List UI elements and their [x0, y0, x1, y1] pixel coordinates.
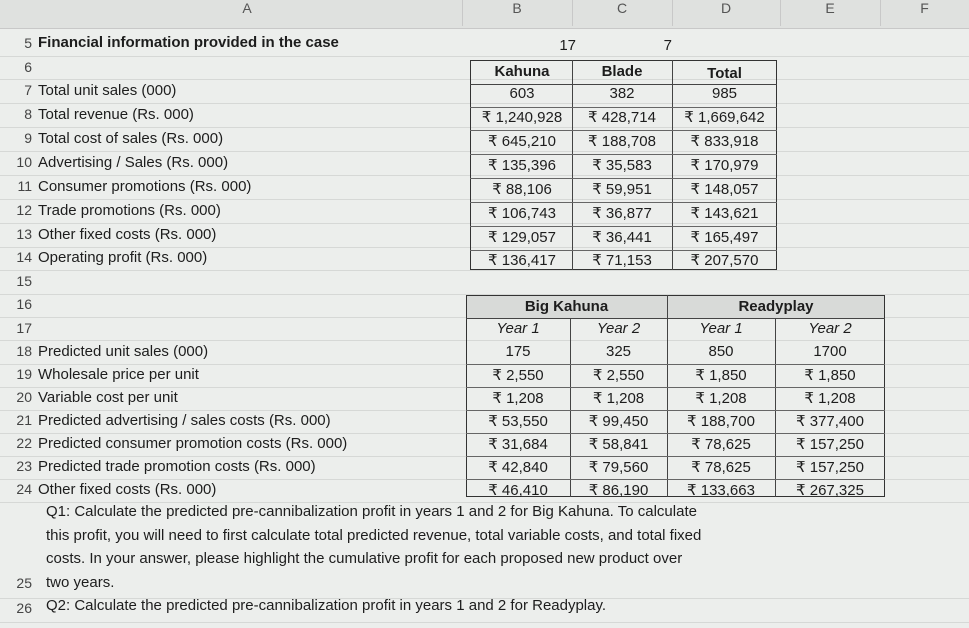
row-label[interactable]: Operating profit (Rs. 000)	[38, 249, 208, 266]
header-blade[interactable]: Blade	[601, 63, 643, 80]
row-label[interactable]: Predicted unit sales (000)	[38, 343, 209, 360]
row-label[interactable]: Predicted consumer promotion costs (Rs. 000)	[38, 435, 348, 452]
table-cell[interactable]: ₹ 59,951	[592, 181, 652, 198]
row-number[interactable]: 25	[16, 575, 32, 591]
table-cell[interactable]: ₹ 1,850	[804, 367, 856, 384]
question-1-line: two years.	[46, 573, 115, 591]
row-number[interactable]: 11	[17, 178, 32, 194]
table-cell[interactable]: ₹ 170,979	[690, 157, 759, 174]
table-cell[interactable]: ₹ 79,560	[588, 459, 649, 476]
table-cell[interactable]: 382	[609, 85, 635, 102]
header-kahuna[interactable]: Kahuna	[494, 63, 550, 80]
table-cell[interactable]: ₹ 88,106	[492, 181, 552, 198]
row-number[interactable]: 20	[16, 389, 32, 405]
table-divider	[466, 364, 885, 365]
table-cell[interactable]: ₹ 31,684	[488, 436, 548, 453]
column-header-f[interactable]: F	[920, 0, 929, 16]
row-number[interactable]: 18	[16, 343, 32, 359]
table-cell[interactable]: ₹ 207,570	[690, 252, 759, 269]
table-cell[interactable]: ₹ 99,450	[588, 413, 649, 430]
table-cell[interactable]: 1700	[813, 343, 847, 360]
row-label[interactable]: Total revenue (Rs. 000)	[38, 106, 194, 123]
subheader-year[interactable]: Year 1	[699, 320, 743, 337]
table-divider	[470, 202, 777, 203]
table-divider	[466, 456, 885, 457]
row-number[interactable]: 24	[16, 481, 32, 497]
row-number[interactable]: 26	[16, 600, 32, 616]
row-number[interactable]: 12	[16, 202, 32, 218]
question-1[interactable]	[46, 500, 806, 594]
row-number[interactable]: 16	[16, 296, 32, 312]
row-number[interactable]: 6	[24, 59, 32, 75]
row-number[interactable]: 19	[16, 366, 32, 382]
header-total[interactable]: Total	[707, 65, 742, 82]
row-number[interactable]: 15	[16, 273, 32, 289]
question-2[interactable]: Q2: Calculate the predicted pre-cannibalization profit in years 1 and 2 for Readyplay.	[46, 597, 607, 614]
table-cell[interactable]: ₹ 53,550	[488, 413, 548, 430]
table-cell[interactable]: ₹ 1,208	[592, 390, 645, 407]
table-cell[interactable]: ₹ 1,208	[695, 390, 747, 407]
column-header-a[interactable]: A	[32, 0, 463, 26]
select-all-corner[interactable]	[0, 26, 32, 32]
table-cell[interactable]: ₹ 833,918	[690, 133, 759, 150]
row-separator	[0, 270, 969, 271]
table-cell[interactable]: ₹ 129,057	[488, 229, 556, 246]
table-divider	[466, 410, 885, 411]
table-cell[interactable]: ₹ 1,208	[492, 390, 544, 407]
table-divider	[466, 479, 885, 480]
table-cell[interactable]: 325	[605, 343, 632, 360]
table-cell[interactable]: ₹ 1,669,642	[684, 109, 765, 126]
table-cell[interactable]: ₹ 42,840	[488, 459, 548, 476]
table-cell[interactable]: ₹ 143,621	[690, 205, 759, 222]
table-divider	[466, 387, 885, 388]
table-cell[interactable]: ₹ 188,708	[588, 133, 656, 150]
table-cell[interactable]: ₹ 157,250	[796, 459, 864, 476]
table-cell[interactable]: ₹ 1,240,928	[481, 109, 563, 126]
question-1-line: this profit, you will need to first calculate total predicted revenue, total variable costs, and total fixed	[46, 526, 702, 544]
table-divider	[466, 433, 885, 434]
table-divider	[466, 318, 885, 319]
subheader-year[interactable]: Year 1	[496, 320, 540, 337]
table-cell[interactable]: ₹ 135,396	[488, 157, 556, 174]
section1-title[interactable]: Financial information provided in the case	[38, 34, 339, 51]
row-number[interactable]: 9	[24, 130, 32, 146]
header-readyplay[interactable]: Readyplay	[738, 298, 814, 315]
row-label[interactable]: Other fixed costs (Rs. 000)	[38, 226, 217, 243]
table-cell[interactable]: ₹ 267,325	[796, 482, 864, 499]
row-number[interactable]: 21	[16, 412, 32, 428]
row-label[interactable]: Total unit sales (000)	[38, 82, 177, 99]
column-header-e[interactable]: E	[780, 0, 881, 26]
row-label[interactable]: Total cost of sales (Rs. 000)	[38, 130, 224, 147]
row-label[interactable]: Trade promotions (Rs. 000)	[38, 202, 221, 219]
column-header-c[interactable]: C	[572, 0, 673, 26]
kahuna-number[interactable]: 17	[559, 37, 576, 54]
row-label[interactable]: Predicted advertising / sales costs (Rs. 000)	[38, 412, 331, 429]
table-cell[interactable]: ₹ 133,663	[687, 482, 755, 499]
table-cell[interactable]: ₹ 1,850	[695, 367, 747, 384]
row-number[interactable]: 17	[16, 320, 32, 336]
row-number[interactable]: 22	[16, 435, 32, 451]
table-cell[interactable]: ₹ 377,400	[796, 413, 864, 430]
table-cell[interactable]: ₹ 645,210	[488, 133, 556, 150]
table-cell[interactable]: ₹ 71,153	[592, 252, 652, 269]
table-cell[interactable]: ₹ 36,877	[592, 205, 652, 222]
table-cell[interactable]: ₹ 2,550	[592, 367, 645, 384]
row-number[interactable]: 7	[24, 82, 32, 98]
column-header-bar	[0, 0, 969, 29]
row-label[interactable]: Consumer promotions (Rs. 000)	[38, 178, 252, 195]
table-cell[interactable]: ₹ 136,417	[488, 252, 556, 269]
table-cell[interactable]: ₹ 148,057	[690, 181, 759, 198]
table-cell[interactable]: ₹ 78,625	[691, 459, 751, 476]
table-cell[interactable]: 603	[509, 85, 535, 102]
blade-number[interactable]: 7	[663, 37, 672, 54]
table-cell[interactable]: ₹ 2,550	[492, 367, 544, 384]
row-number[interactable]: 8	[24, 106, 32, 122]
header-big-kahuna[interactable]: Big Kahuna	[524, 298, 609, 315]
table-cell[interactable]: ₹ 35,583	[592, 157, 652, 174]
table-cell[interactable]: ₹ 106,743	[488, 205, 556, 222]
table-cell[interactable]: ₹ 1,208	[804, 390, 856, 407]
row-label[interactable]: Predicted trade promotion costs (Rs. 000)	[38, 458, 316, 475]
question-1-line: costs. In your answer, please highlight the cumulative profit for each proposed new product over	[46, 550, 683, 567]
subheader-year[interactable]: Year 2	[808, 320, 852, 337]
table-cell[interactable]: ₹ 165,497	[690, 229, 759, 246]
table-cell[interactable]: ₹ 78,625	[691, 436, 751, 453]
question-1-line: Q1: Calculate the predicted pre-cannibalization profit in years 1 and 2 for Big Kahuna. To calculate	[46, 503, 697, 520]
table-divider	[470, 226, 777, 227]
table-cell[interactable]: ₹ 157,250	[796, 436, 864, 453]
row-label[interactable]: Variable cost per unit	[38, 389, 178, 406]
row-separator	[0, 56, 969, 57]
table-cell[interactable]: ₹ 188,700	[687, 413, 755, 430]
row-label[interactable]: Advertising / Sales (Rs. 000)	[38, 154, 229, 171]
table-divider	[470, 130, 777, 131]
table-cell[interactable]: ₹ 428,714	[588, 109, 656, 126]
row-number[interactable]: 10	[16, 154, 32, 170]
column-header-b[interactable]: B	[462, 0, 573, 26]
subheader-year[interactable]: Year 2	[596, 320, 641, 337]
row-number[interactable]: 5	[24, 35, 32, 51]
column-header-d[interactable]: D	[672, 0, 781, 26]
table-cell[interactable]: 175	[505, 343, 531, 360]
row-label[interactable]: Wholesale price per unit	[38, 366, 199, 383]
table-divider	[470, 154, 777, 155]
row-number[interactable]: 14	[16, 249, 32, 265]
row-number[interactable]: 13	[16, 226, 32, 242]
table-cell[interactable]: 850	[708, 343, 734, 360]
table-divider	[470, 178, 777, 179]
row-label[interactable]: Other fixed costs (Rs. 000)	[38, 481, 217, 498]
table-cell[interactable]: ₹ 36,441	[592, 229, 652, 246]
table-cell[interactable]: ₹ 86,190	[588, 482, 649, 499]
table-cell[interactable]: ₹ 58,841	[588, 436, 649, 453]
row-separator	[0, 622, 969, 623]
table-cell[interactable]: 985	[711, 85, 738, 102]
row-number[interactable]: 23	[16, 458, 32, 474]
table-cell[interactable]: ₹ 46,410	[488, 482, 548, 499]
